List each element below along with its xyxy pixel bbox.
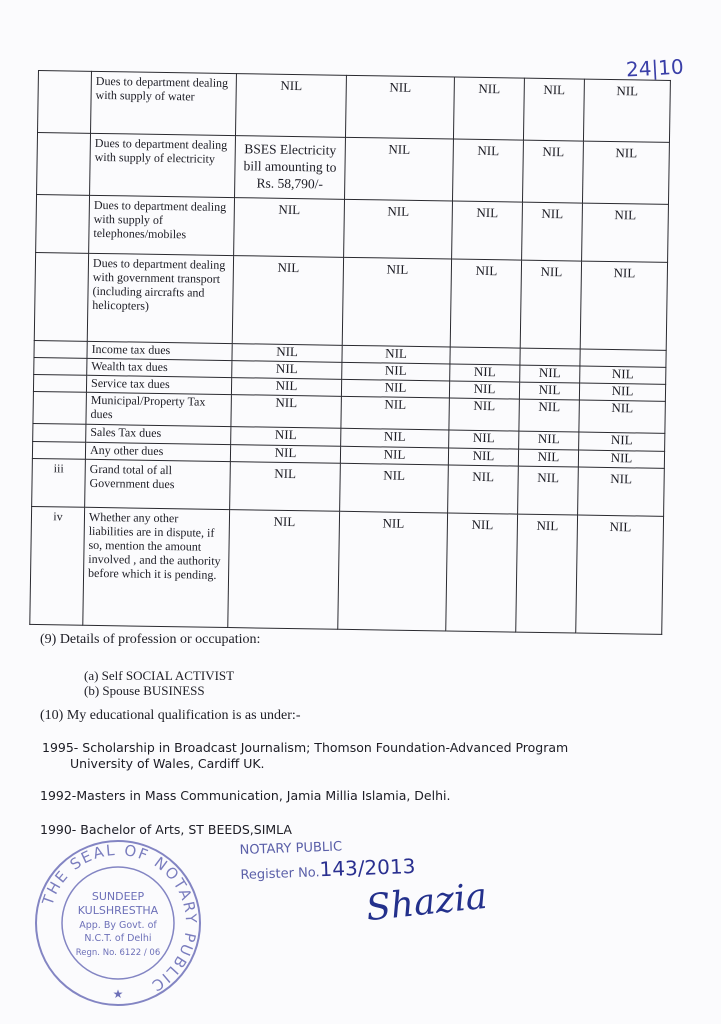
occupation-heading: (9) Details of profession or occupation: xyxy=(40,632,261,647)
row-label: Dues to department dealing with supply of water xyxy=(91,71,237,135)
value-cell: NIL xyxy=(523,78,584,141)
seal-outer-text: THE SEAL OF NOTARY PUBLIC xyxy=(38,840,201,996)
notary-stamp-title: NOTARY PUBLIC xyxy=(239,839,343,859)
value-cell: NIL xyxy=(342,345,450,364)
seal-line-1: SUNDEEP xyxy=(91,890,145,903)
value-cell: NIL xyxy=(449,398,519,431)
row-label: Dues to department dealing with supply of electricity xyxy=(90,133,236,197)
education-entry-1995-cont: University of Wales, Cardiff UK. xyxy=(70,756,265,771)
value-cell: NIL xyxy=(450,259,521,348)
value-cell: NIL xyxy=(578,450,664,468)
value-cell: NIL xyxy=(579,432,665,451)
value-cell: NIL xyxy=(231,378,341,397)
row-number xyxy=(34,340,87,358)
education-entry-1990: 1990- Bachelor of Arts, ST BEEDS,SIMLA xyxy=(40,822,292,837)
notary-seal xyxy=(30,838,206,1008)
education-entry-1992: 1992-Masters in Mass Communication, Jamia Millia Islamia, Delhi. xyxy=(40,788,451,803)
value-cell: NIL xyxy=(234,198,345,258)
value-cell: NIL xyxy=(341,396,449,430)
value-cell: NIL xyxy=(340,446,448,465)
value-cell: NIL xyxy=(576,515,664,634)
value-cell: NIL xyxy=(232,344,342,363)
row-number: iv xyxy=(30,506,85,625)
value-cell: NIL xyxy=(449,381,519,399)
value-cell: NIL xyxy=(516,514,578,633)
value-cell xyxy=(450,347,520,365)
value-cell: NIL xyxy=(579,383,665,401)
value-cell: NIL xyxy=(230,462,341,512)
seal-line-3: App. By Govt. of xyxy=(79,920,157,931)
value-cell: NIL xyxy=(518,449,578,467)
table-row xyxy=(36,194,669,262)
education-heading: (10) My educational qualification is as under:- xyxy=(40,708,301,723)
row-label: Wealth tax dues xyxy=(87,358,232,377)
row-label: Dues to department dealing with supply of telephones/mobiles xyxy=(89,195,235,255)
table-row xyxy=(37,133,670,205)
table-row xyxy=(34,252,667,350)
value-cell: NIL xyxy=(519,382,579,400)
value-cell: NIL xyxy=(342,257,451,347)
value-cell: NIL xyxy=(450,364,520,382)
value-cell: NIL xyxy=(580,366,666,384)
row-label: Whether any other liabilities are in dispute, if so, mention the amount involved , and the authority before which it is pending. xyxy=(83,507,230,627)
value-cell: NIL xyxy=(448,465,519,514)
occupation-spouse: (b) Spouse BUSINESS xyxy=(84,683,205,698)
page-number: 24|10 xyxy=(625,54,685,82)
row-number: iii xyxy=(32,458,86,507)
row-number xyxy=(37,133,91,196)
value-cell: NIL xyxy=(519,399,579,432)
value-cell: NIL xyxy=(340,463,449,513)
value-cell: NIL xyxy=(341,379,449,398)
row-number xyxy=(36,194,90,253)
value-cell: NIL xyxy=(446,513,518,632)
notary-register-stamp xyxy=(239,837,415,884)
row-number xyxy=(33,391,86,424)
value-cell: NIL xyxy=(341,428,449,448)
handwritten-signature: Shazia xyxy=(364,875,490,930)
value-cell: NIL xyxy=(230,445,340,464)
value-cell: NIL xyxy=(520,260,581,349)
occupation-self: (a) Self SOCIAL ACTIVIST xyxy=(84,668,235,683)
value-cell: NIL xyxy=(518,466,579,515)
row-label: Dues to department dealing with government transport (including aircrafts and helicopters) xyxy=(87,253,233,343)
value-cell: NIL xyxy=(345,75,454,139)
seal-line-5: Regn. No. 6122 / 06 xyxy=(75,948,161,958)
row-label: Municipal/Property Tax dues xyxy=(86,392,231,426)
value-cell: NIL xyxy=(579,400,665,433)
value-cell: NIL xyxy=(231,395,341,429)
row-label: Grand total of all Government dues xyxy=(85,459,231,509)
education-entry-1995: 1995- Scholarship in Broadcast Journalism; Thomson Foundation-Advanced Program xyxy=(42,740,569,755)
table-row xyxy=(30,506,664,634)
value-cell: NIL xyxy=(522,202,583,261)
row-number xyxy=(38,71,92,134)
value-cell: NIL xyxy=(338,511,448,631)
value-cell: NIL xyxy=(520,365,580,383)
row-number xyxy=(32,441,85,459)
row-label: Service tax dues xyxy=(86,375,231,394)
value-cell xyxy=(580,349,666,367)
value-cell: NIL xyxy=(344,199,453,259)
value-cell: NIL xyxy=(452,139,523,202)
value-cell: NIL xyxy=(342,362,450,381)
table-row xyxy=(38,71,671,143)
row-number xyxy=(34,252,88,341)
value-cell: NIL xyxy=(232,361,342,380)
value-cell: NIL xyxy=(522,140,583,203)
value-cell: NIL xyxy=(452,201,523,260)
value-cell: NIL xyxy=(582,141,669,204)
row-number xyxy=(33,423,86,442)
seal-line-4: N.C.T. of Delhi xyxy=(84,933,152,944)
value-cell xyxy=(520,348,580,366)
row-label: Any other dues xyxy=(85,442,230,461)
value-cell: NIL xyxy=(453,77,524,140)
value-cell: NIL xyxy=(231,427,341,447)
value-cell: NIL xyxy=(345,137,454,201)
value-cell: NIL xyxy=(583,79,670,142)
value-cell: NIL xyxy=(519,431,579,450)
value-cell: NIL xyxy=(448,448,518,466)
register-number: 143/2013 xyxy=(319,853,416,882)
value-cell: NIL xyxy=(228,510,340,630)
row-number xyxy=(34,357,87,375)
register-label: Register No. xyxy=(240,865,320,884)
government-dues-table xyxy=(29,70,671,635)
row-number xyxy=(33,374,86,392)
seal-line-2: KULSHRESTHA xyxy=(77,904,159,917)
value-cell: NIL xyxy=(232,256,343,346)
value-cell: NIL xyxy=(580,261,667,350)
value-cell: NIL xyxy=(578,467,665,516)
row-label: Income tax dues xyxy=(87,341,232,360)
value-cell: NIL xyxy=(449,430,519,449)
row-label: Sales Tax dues xyxy=(86,424,231,444)
value-cell: NIL xyxy=(582,203,669,262)
seal-star-icon: ★ xyxy=(112,987,124,1001)
value-cell: BSES Electricity bill amounting to Rs. 58,790/- xyxy=(235,136,346,200)
value-cell: NIL xyxy=(235,74,346,138)
